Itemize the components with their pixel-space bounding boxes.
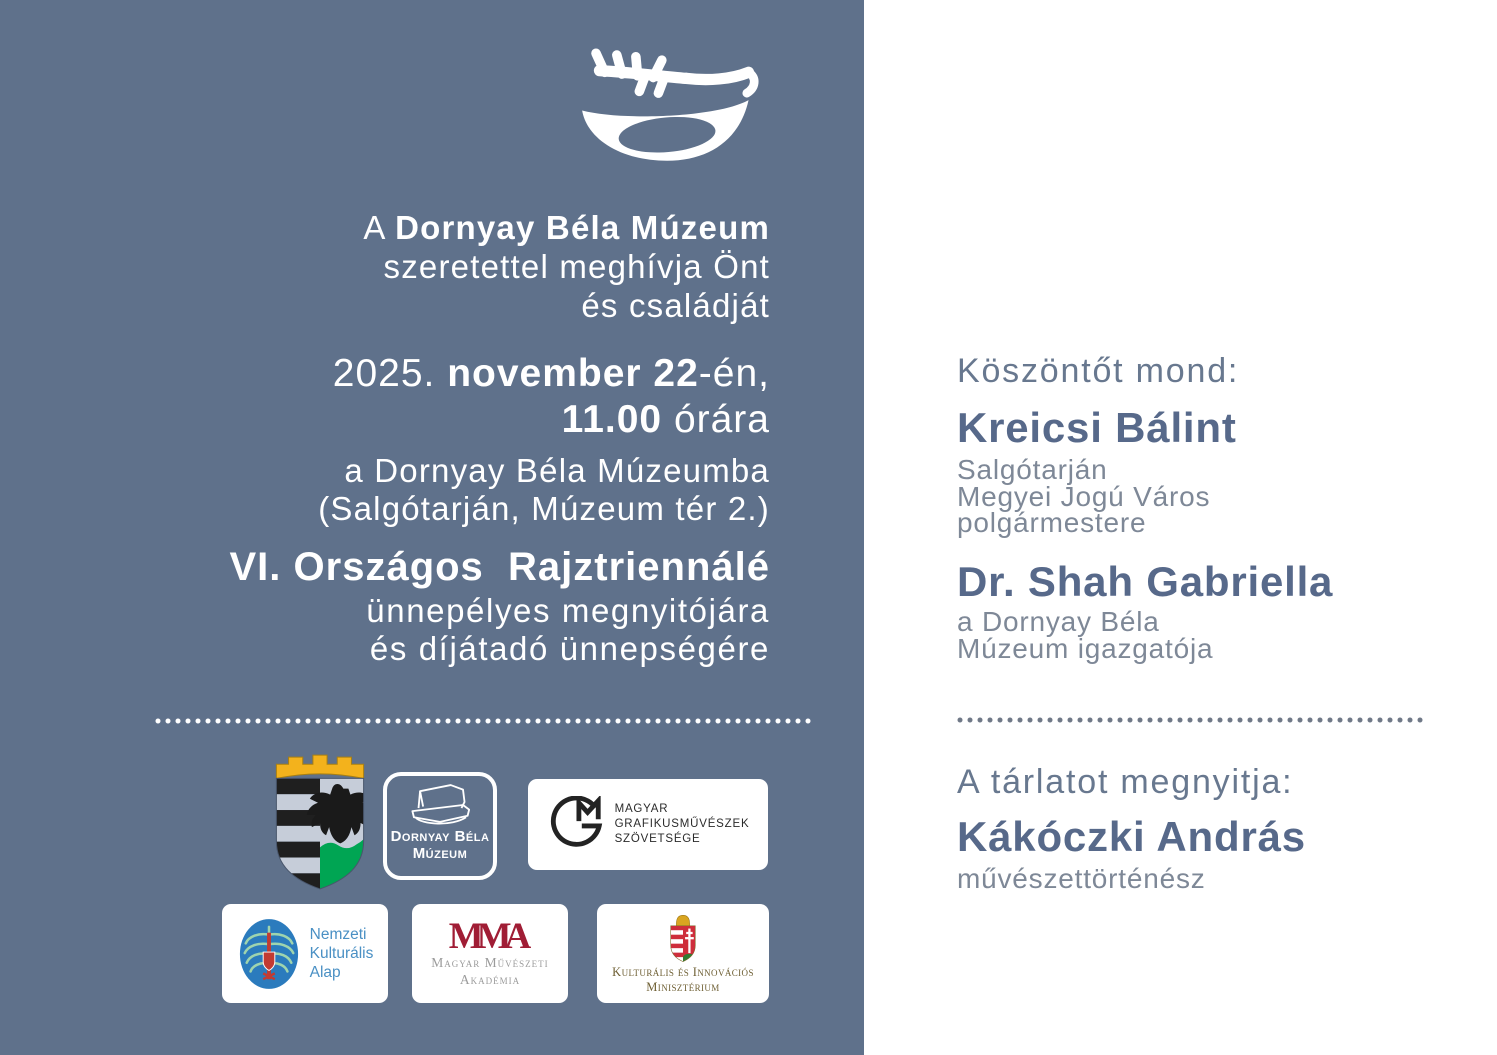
mma-monogram-icon: MMA (448, 915, 525, 957)
mgsz-logo-card (528, 779, 768, 870)
hungary-coat-of-arms-icon (666, 913, 700, 963)
speaker1-title (957, 454, 1211, 538)
dotted-separator-right (957, 716, 1425, 724)
bowl-sketch-logo-icon (570, 36, 778, 178)
greeting-header: Köszöntőt mond: (957, 352, 1240, 390)
mgsz-label-line2: GRAFIKUSMŰVÉSZEK (614, 818, 750, 830)
opener-title: művészettörténész (957, 863, 1206, 894)
time-suffix: órára (662, 398, 770, 441)
event-venue (318, 452, 770, 528)
mma-logo-card (412, 904, 568, 1003)
mgsz-label-line1: MAGYAR (614, 803, 669, 815)
nka-tree-icon (237, 915, 301, 993)
dornyay-label-line1: Dornyay Béla (390, 828, 490, 845)
right-panel (864, 0, 1497, 1055)
speaker2-name: Dr. Shah Gabriella (957, 558, 1334, 605)
dornyay-logo-label (391, 828, 490, 862)
event-title: VI. Országos Rajztriennálé (229, 545, 770, 589)
event-datetime (333, 351, 770, 443)
invite-line-1 (363, 208, 770, 247)
nka-label-line3: Alap (309, 964, 341, 981)
speaker1-name: Kreicsi Bálint (957, 404, 1237, 451)
salgotarjan-coat-of-arms-icon (266, 748, 374, 892)
mgsz-g-monogram-icon (547, 796, 605, 854)
mgsz-label-line3: SZÖVETSÉGE (614, 833, 701, 845)
event-date (333, 351, 770, 397)
event-time (333, 397, 770, 443)
nka-logo-label (310, 925, 374, 982)
event-description (230, 542, 771, 668)
kim-label-line1: Kulturális és Innovációs (612, 964, 754, 979)
event-sub-2: és díjátadó ünnepségére (369, 630, 770, 667)
nka-label-line2: Kulturális (309, 945, 374, 962)
invite-line-2: szeretettel meghívja Önt (383, 248, 770, 285)
mma-label-line2: Akadémia (459, 971, 521, 987)
invite-line-3: és családját (581, 287, 770, 324)
museum-name: Dornyay Béla Múzeum (395, 209, 770, 246)
speaker2-title-line2: Múzeum igazgatója (957, 632, 1214, 664)
speaker1-title-line2: Megyei Jogú Város (957, 480, 1211, 512)
kim-logo-label (612, 965, 754, 995)
opener-name: Kákóczki András (957, 813, 1306, 860)
date-day: november 22 (447, 352, 699, 395)
speaker1-title-line1: Salgótarján (957, 454, 1108, 485)
museum-building-icon (401, 782, 479, 828)
mma-logo-label (431, 954, 548, 988)
dotted-separator-left (155, 717, 813, 725)
date-suffix: -én, (698, 352, 770, 395)
venue-line-2: (Salgótarján, Múzeum tér 2.) (318, 490, 770, 527)
kim-label-line2: Minisztérium (646, 979, 720, 994)
dornyay-label-line2: Múzeum (412, 845, 468, 862)
mma-label-line1: Magyar Művészeti (431, 954, 549, 970)
nka-label-line1: Nemzeti (309, 926, 367, 943)
venue-line-1: a Dornyay Béla Múzeumba (344, 452, 770, 489)
speaker1-title-line3: polgármestere (957, 507, 1147, 538)
invitation-intro (363, 208, 770, 325)
opening-header: A tárlatot megnyitja: (957, 763, 1294, 801)
speaker2-title-line1: a Dornyay Béla (957, 606, 1160, 637)
dornyay-muzeum-logo (383, 772, 497, 880)
invite-prefix: A (363, 209, 396, 246)
date-year: 2025. (332, 352, 448, 395)
speaker2-title (957, 606, 1214, 664)
kim-logo-card (597, 904, 769, 1003)
event-sub-1: ünnepélyes megnyitójára (366, 592, 770, 629)
time-value: 11.00 (561, 398, 663, 441)
nka-logo-card (222, 904, 388, 1003)
mgsz-logo-label (615, 802, 750, 847)
